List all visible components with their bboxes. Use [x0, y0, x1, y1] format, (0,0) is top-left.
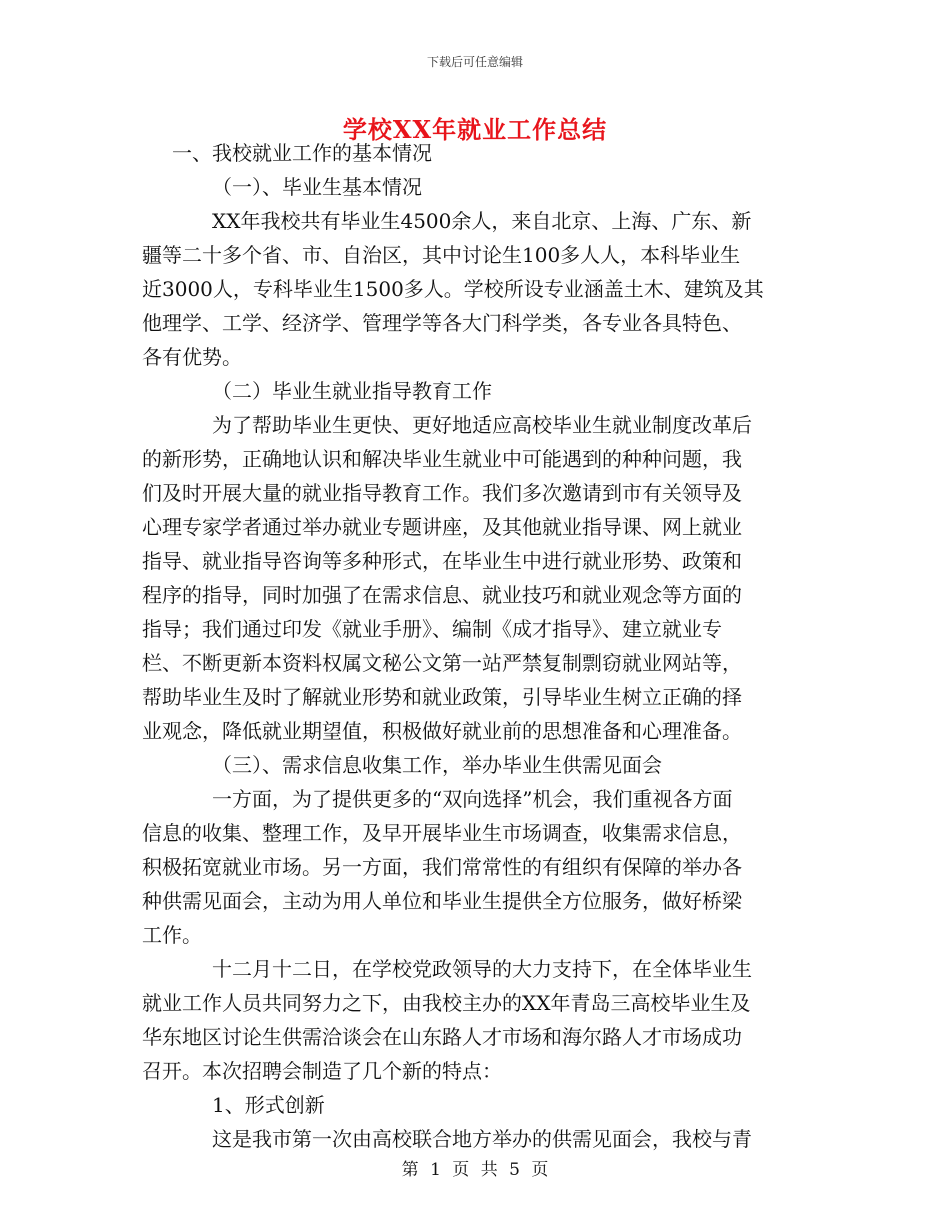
- body-line: 各有优势。: [142, 345, 242, 369]
- body-line: 十二月十二日，在学校党政领导的大力支持下，在全体毕业生: [212, 957, 752, 981]
- body-line: 积极拓宽就业市场。另一方面，我们常常性的有组织有保障的举办各: [142, 855, 742, 879]
- body-line: 种供需见面会，主动为用人单位和毕业生提供全方位服务，做好桥梁: [142, 889, 742, 913]
- body-line: 指导、就业指导咨询等多种形式，在毕业生中进行就业形势、政策和: [142, 549, 742, 573]
- body-line: 程序的指导，同时加强了在需求信息、就业技巧和就业观念等方面的: [142, 583, 742, 607]
- body-line: 帮助毕业生及时了解就业形势和就业政策，引导毕业生树立正确的择: [142, 685, 742, 709]
- body-line: 疆等二十多个省、市、自治区，其中讨论生100多人人，本科毕业生: [142, 243, 741, 267]
- body-line: （一）、毕业生基本情况: [212, 175, 422, 199]
- body-line: 召开。本次招聘会制造了几个新的特点：: [142, 1059, 502, 1083]
- body-line: 们及时开展大量的就业指导教育工作。我们多次邀请到市有关领导及: [142, 481, 742, 505]
- body-line: 信息的收集、整理工作，及早开展毕业生市场调查，收集需求信息，: [142, 821, 742, 845]
- document-body: [142, 136, 812, 1156]
- body-line: 近3000人，专科毕业生1500多人。学校所设专业涵盖土木、建筑及其: [142, 277, 764, 301]
- body-line: 业观念，降低就业期望值，积极做好就业前的思想准备和心理准备。: [142, 719, 742, 743]
- body-line: 为了帮助毕业生更快、更好地适应高校毕业生就业制度改革后: [212, 413, 752, 437]
- body-line: 一方面，为了提供更多的“双向选择”机会，我们重视各方面: [212, 787, 733, 811]
- body-line: 一、我校就业工作的基本情况: [172, 141, 432, 165]
- document-title: 学校XX年就业工作总结: [342, 115, 608, 144]
- page-number-footer: 第 1 页 共 5 页: [401, 1160, 549, 1180]
- body-line: 栏、不断更新本资料权属文秘公文第一站严禁复制剽窃就业网站等，: [142, 651, 742, 675]
- body-line: 就业工作人员共同努力之下，由我校主办的XX年青岛三高校毕业生及: [142, 991, 751, 1015]
- body-line: 指导；我们通过印发《就业手册》、编制《成才指导》、建立就业专: [142, 617, 722, 641]
- body-line: 他理学、工学、经济学、管理学等各大门科学类，各专业各具特色、: [142, 311, 742, 335]
- body-line: 这是我市第一次由高校联合地方举办的供需见面会，我校与青: [212, 1127, 752, 1151]
- body-line: （三）、需求信息收集工作，举办毕业生供需见面会: [212, 753, 662, 777]
- page-header: 下载后可任意编辑: [426, 55, 523, 69]
- body-line: 华东地区讨论生供需洽谈会在山东路人才市场和海尔路人才市场成功: [142, 1025, 742, 1049]
- body-line: 工作。: [142, 923, 202, 947]
- body-line: （二）毕业生就业指导教育工作: [212, 379, 492, 403]
- body-line: XX年我校共有毕业生4500余人，来自北京、上海、广东、新: [212, 209, 752, 233]
- body-line: 1、形式创新: [212, 1093, 325, 1117]
- body-line: 的新形势，正确地认识和解决毕业生就业中可能遇到的种种问题，我: [142, 447, 742, 471]
- body-line: 心理专家学者通过举办就业专题讲座，及其他就业指导课、网上就业: [142, 515, 742, 539]
